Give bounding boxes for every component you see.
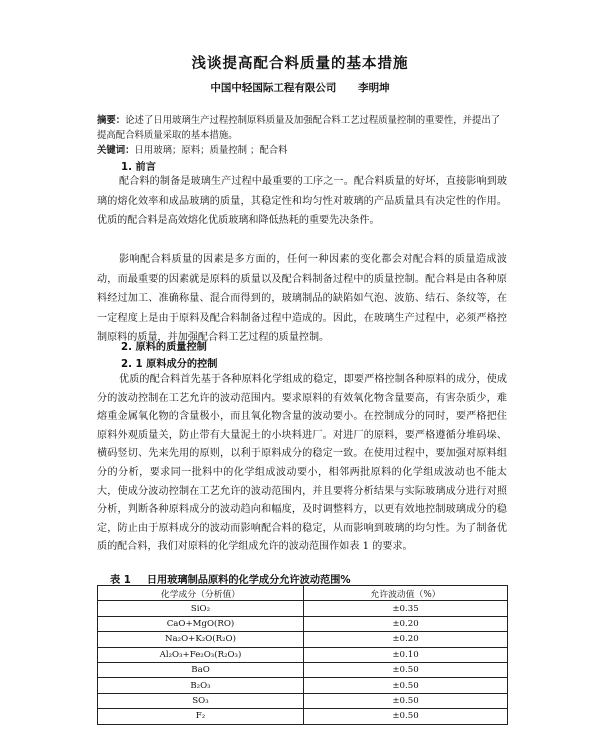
byline: [0, 80, 600, 95]
table-cell-component: SiO₂: [98, 601, 304, 616]
table-caption: [110, 571, 351, 586]
keywords-label: 关键词：: [97, 145, 135, 156]
keywords: [97, 143, 507, 158]
table-cell-tolerance: ±0.50: [304, 709, 508, 724]
table-row: [98, 678, 508, 693]
table-cell-component: CaO+MgO(RO): [98, 616, 304, 631]
table-cell-component: Na₂O+K₂O(R₂O): [98, 632, 304, 647]
section-heading-intro: 1. 前言: [121, 162, 156, 173]
keywords-text: 日用玻璃；原料；质量控制 ；配合料: [134, 145, 288, 156]
intro-paragraph-2: 影响配合料质量的因素是多方面的，任何一种因素的变化都会对配合料的质量造成波动，而最重要的因素就是原料的质量以及配合料制备过程中的质量控制。配合料是由各种原料经过加工、准确称量、混合而得到的，玻璃制品的缺陷如气泡、波筋、结石、条纹等，在一定程度上是由于原料及配合料制备过程中造成的。因此，在玻璃生产过程中，必须严格控制原料的质量，并加强配合料工艺过程的质量控制。: [97, 254, 507, 344]
table-row: [98, 662, 508, 677]
table-cell-tolerance: ±0.50: [304, 662, 508, 677]
table-header-row: [98, 586, 508, 601]
abstract-label: 摘要：: [97, 115, 126, 126]
table-row: [98, 709, 508, 724]
composition-table: [97, 585, 508, 725]
table-header-tolerance: 允许波动值（%）: [304, 586, 508, 601]
table-row: [98, 693, 508, 708]
table-cell-tolerance: ±0.20: [304, 616, 508, 631]
table-header-component: 化学成分（分析值）: [98, 586, 304, 601]
table-cell-component: Al₂O₃+Fe₂O₃(R₂O₃): [98, 647, 304, 662]
table-cell-tolerance: ±0.10: [304, 647, 508, 662]
table-cell-component: SO₃: [98, 693, 304, 708]
table-row: [98, 601, 508, 616]
affiliation: 中国中轻国际工程有限公司: [210, 82, 337, 94]
table-cell-tolerance: ±0.50: [304, 678, 508, 693]
intro-paragraph-1: 配合料的制备是玻璃生产过程中最重要的工序之一。配合料质量的好坏，直接影响到玻璃的熔化效率和成品玻璃的质量，其稳定性和均匀性对玻璃的产品质量具有决定性的作用。优质的配合料是高效熔化优质玻璃和降低热耗的重要先决条件。: [97, 176, 507, 227]
abstract: [97, 113, 507, 143]
table-cell-component: F₂: [98, 709, 304, 724]
paper-title: 浅谈提高配合料质量的基本措施: [191, 56, 409, 72]
table-cell-component: BaO: [98, 662, 304, 677]
table-caption-number: 表 1: [110, 575, 131, 586]
raw-materials-paragraph: 优质的配合料首先基于各种原料化学组成的稳定，即要严格控制各种原料的成分，使成分的波动控制在工艺允许的波动范围内。要求原料的有效氧化物含量要高，有害杂质少，难熔重金属氧化物的含量极小，而且氧化物含量的波动要小。在控制成分的同时，要严格把住原料外观质量关，防止带有大量泥土的小块料进厂。对进厂的原料，要严格遵循分堆码垛、横码竖切、先来先用的原则，以利于原料成分的稳定一致。在使用过程中，要加强对原料组分的分析，要求同一批料中的化学组成波动要小，相邻两批原料的化学组成波动也不能太大，使成分波动控制在工艺允许的波动范围内，并且要将分析结果与实际玻璃成分进行对照分析，判断各种原料成分的波动趋向和幅度，及时调整料方，以更有效地控制玻璃成分的稳定，防止由于原料成分的波动而影响配合料的稳定，从而影响到玻璃的均匀性。为了制备优质的配合料，我们对原料的化学组成允许的波动范围作如表 1 的要求。: [97, 374, 507, 553]
table-cell-tolerance: ±0.35: [304, 601, 508, 616]
table-row: [98, 632, 508, 647]
table-caption-text: 日用玻璃制品原料的化学成分允许波动范围%: [146, 575, 351, 586]
section-heading-raw-materials: 2. 原料的质量控制: [121, 342, 207, 353]
table-row: [98, 616, 508, 631]
table-cell-tolerance: ±0.20: [304, 632, 508, 647]
abstract-text: 论述了日用玻璃生产过程控制原料质量及加强配合料工艺过程质量控制的重要性，并提出了提高配合料质量采取的基本措施。: [97, 115, 501, 141]
author: 李明坤: [358, 82, 390, 94]
subsection-heading-composition: 2. 1 原料成分的控制: [121, 359, 218, 370]
table-cell-tolerance: ±0.50: [304, 693, 508, 708]
table-row: [98, 647, 508, 662]
table-cell-component: B₂O₃: [98, 678, 304, 693]
